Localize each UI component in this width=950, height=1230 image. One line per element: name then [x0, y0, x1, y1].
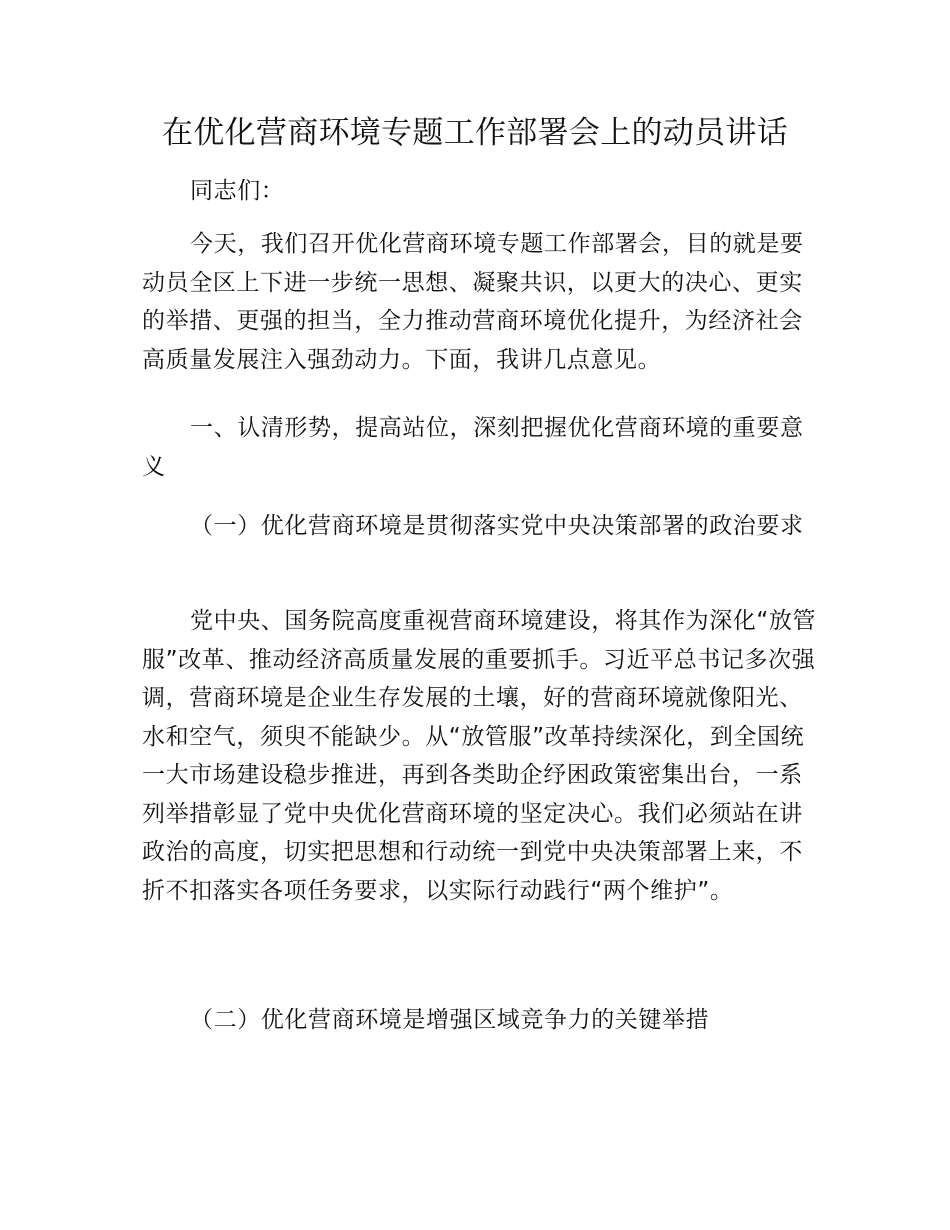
- subsection-1-heading: （一）优化营商环境是贯彻落实党中央决策部署的政治要求: [190, 513, 804, 539]
- intro-paragraph: 今天，我们召开优化营商环境专题工作部署会，目的就是要动员全区上下进一步统一思想、凝聚共识，以更大的决心、更实的举措、更强的担当，全力推动营商环境优化提升，为经济社会高质量发展注入强劲动力。下面，我讲几点意见。: [142, 231, 804, 373]
- document-title: 在优化营商环境专题工作部署会上的动员讲话: [162, 115, 788, 151]
- subsection-1-body: 党中央、国务院高度重视营商环境建设，将其作为深化“放管服”改革、推动经济高质量发展的重要抓手。习近平总书记多次强调，营商环境是企业生存发展的土壤，好的营商环境就像阳光、水和空气，须臾不能缺少。从“放管服”改革持续深化，到全国统一大市场建设稳步推进，再到各类助企纾困政策密集出台，一系列举措彰显了党中央优化营商环境的坚定决心。我们必须站在讲政治的高度，切实把思想和行动统一到党中央决策部署上来，不折不扣落实各项任务要求，以实际行动践行“两个维护”。: [142, 608, 817, 904]
- section-1-heading: 一、认清形势，提高站位，深刻把握优化营商环境的重要意义: [142, 415, 804, 480]
- greeting: 同志们：: [190, 178, 285, 204]
- subsection-2-heading: （二）优化营商环境是增强区域竞争力的关键举措: [190, 1007, 710, 1033]
